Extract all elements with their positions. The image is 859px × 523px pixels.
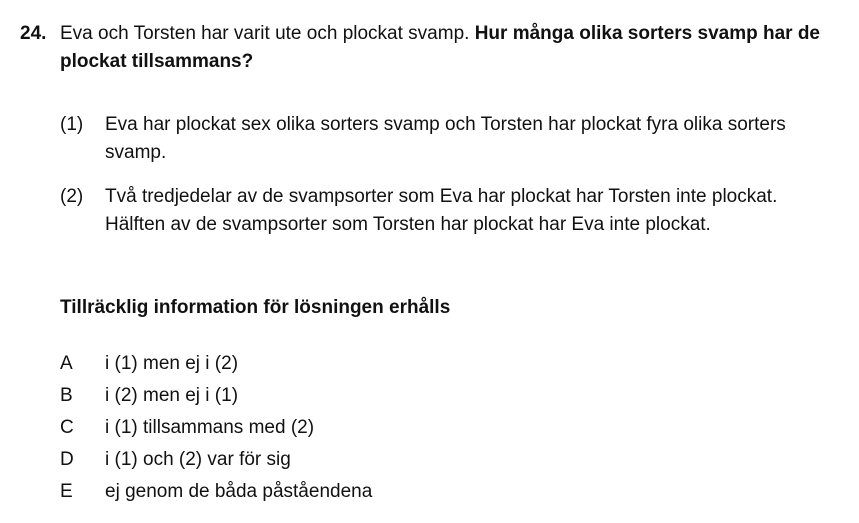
option-letter: C [60, 417, 74, 438]
option-letter: E [60, 481, 73, 502]
statement-1-number: (1) [60, 114, 84, 135]
option-d[interactable] [60, 446, 820, 478]
statement-2-line-2: Hälften av de svampsorter som Torsten har plockat har Eva inte plockat. [105, 214, 711, 235]
option-text: i (1) och (2) var för sig [105, 449, 291, 470]
option-text: i (1) tillsammans med (2) [105, 417, 315, 438]
option-text: i (1) men ej i (2) [105, 353, 239, 374]
statement-1-text: Eva har plockat sex olika sorters svamp och Torsten har plockat fyra olika sorters svamp. [105, 114, 786, 163]
statement-2-line-1: Två tredjedelar av de svampsorter som Eva har plockat har Torsten inte plockat. [105, 186, 778, 207]
option-text: i (2) men ej i (1) [105, 385, 239, 406]
question-number: 24. [20, 23, 47, 44]
option-text: ej genom de båda påståendena [105, 481, 373, 502]
question-block [20, 20, 840, 76]
option-e[interactable] [60, 478, 820, 510]
statement-2-number: (2) [60, 186, 84, 207]
option-letter: D [60, 449, 74, 470]
answer-prompt: Tillräcklig information för lösningen erhålls [60, 297, 451, 318]
option-letter: A [60, 353, 73, 374]
option-c[interactable] [60, 414, 820, 446]
question-text [60, 20, 840, 76]
statement-1 [60, 111, 840, 167]
answer-options [60, 350, 820, 510]
statement-2 [60, 183, 840, 239]
option-letter: B [60, 385, 73, 406]
question-text-plain: Eva och Torsten har varit ute och plockat svamp. [60, 23, 475, 44]
option-b[interactable] [60, 382, 820, 414]
option-a[interactable] [60, 350, 820, 382]
question-text-bold: Hur många olika sorters svamp har de plockat tillsammans? [60, 23, 820, 72]
statement-2-text [105, 183, 840, 239]
